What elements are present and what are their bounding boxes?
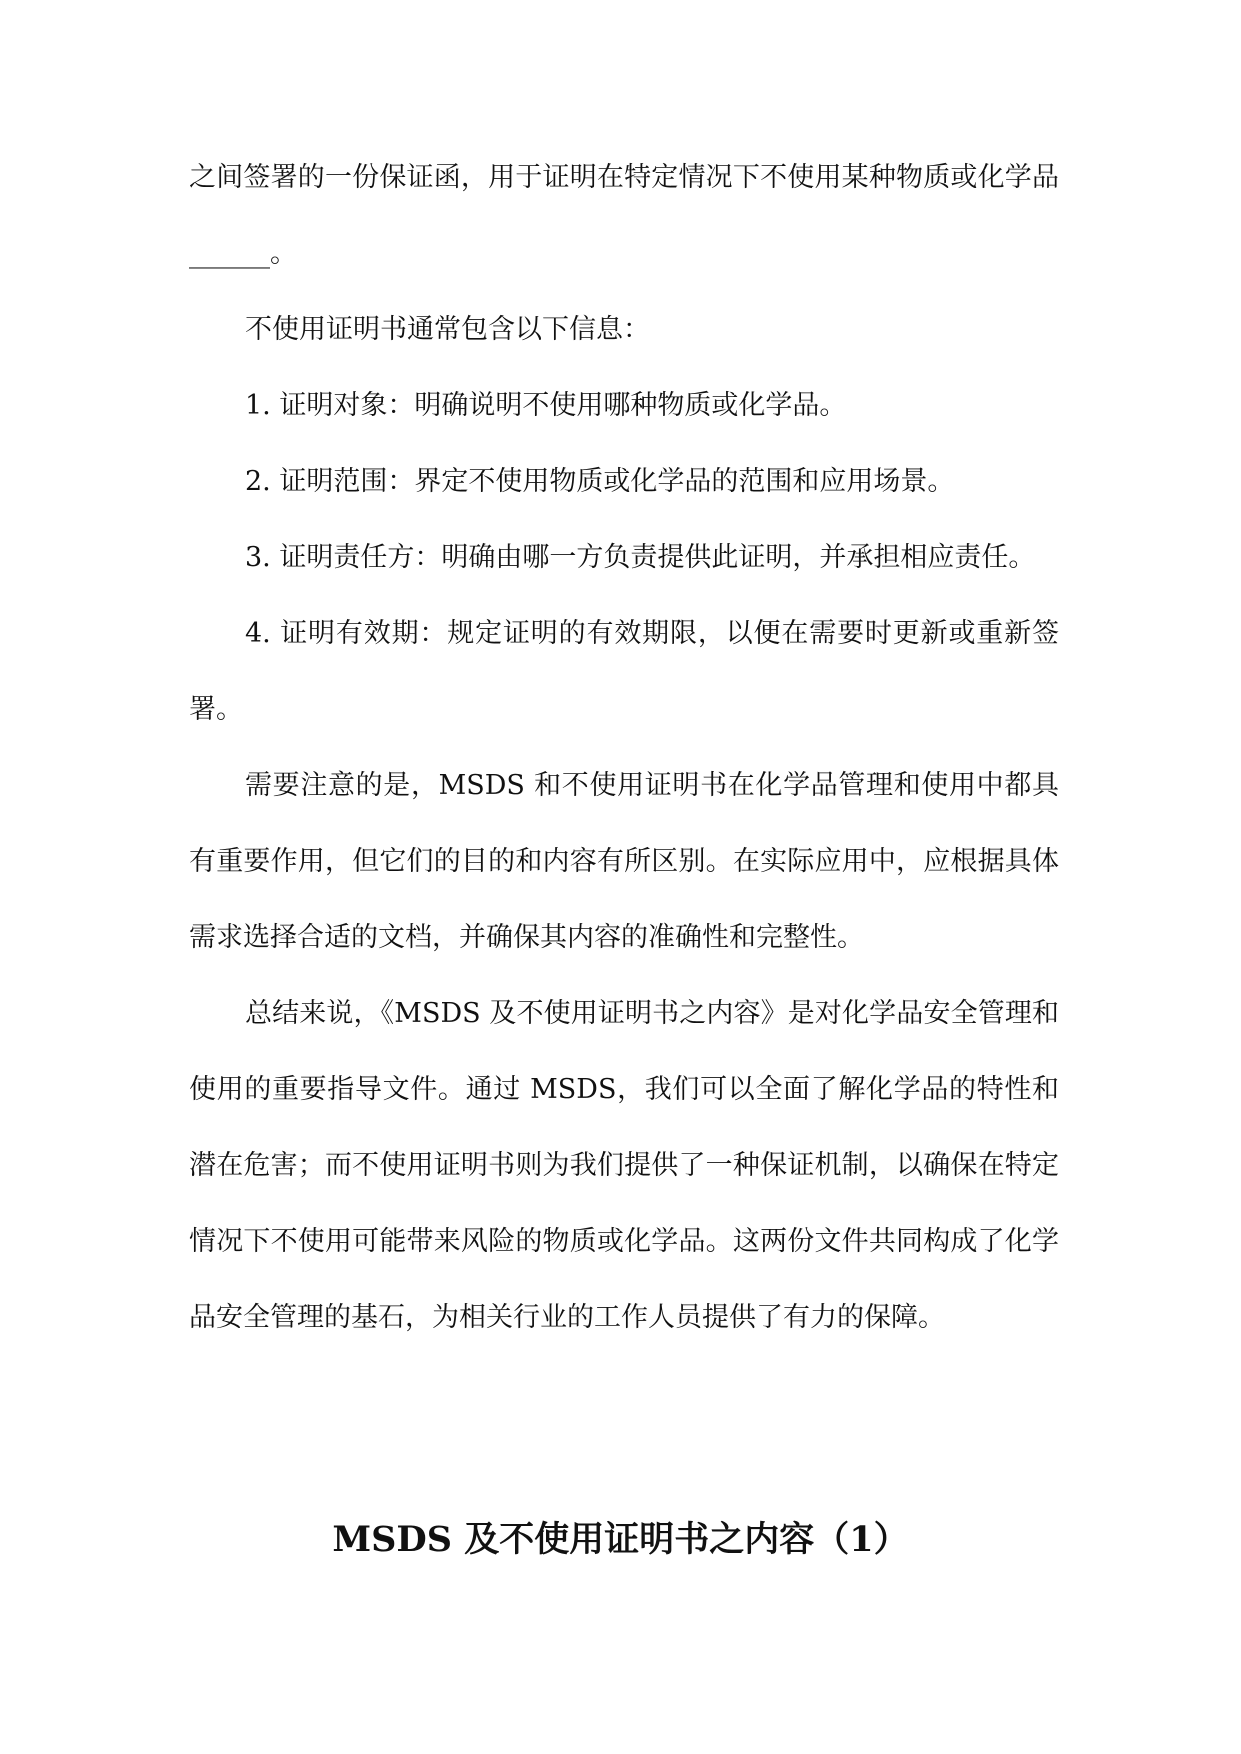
paragraph-intro-list: 不使用证明书通常包含以下信息： xyxy=(245,314,650,345)
list-item-validity: 4. 证明有效期：规定证明的有效期限，以便在需要时更新或重新签署。 xyxy=(189,618,1059,725)
list-item-responsible-party: 3. 证明责任方：明确由哪一方负责提供此证明，并承担相应责任。 xyxy=(245,542,1036,573)
paragraph-note: 需要注意的是，MSDS 和不使用证明书在化学品管理和使用中都具有重要作用，但它们的目的和内容有所区别。在实际应用中，应根据具体需求选择合适的文档，并确保其内容的准确性和完整性。 xyxy=(189,770,1059,953)
list-item-scope: 2. 证明范围：界定不使用物质或化学品的范围和应用场景。 xyxy=(245,466,955,497)
list-item-subject: 1. 证明对象：明确说明不使用哪种物质或化学品。 xyxy=(245,390,847,421)
paragraph-continuation: 之间签署的一份保证函，用于证明在特定情况下不使用某种物质或化学品______。 xyxy=(189,162,1059,269)
body-text xyxy=(189,140,1059,1356)
paragraph-summary: 总结来说，《MSDS 及不使用证明书之内容》是对化学品安全管理和使用的重要指导文件。通过 MSDS，我们可以全面了解化学品的特性和潜在危害；而不使用证明书则为我们提供了一种保证机制，以确保在特定情况下不使用可能带来风险的物质或化学品。这两份文件共同构成了化学品安全管理的基石，为相关行业的工作人员提供了有力的保障。 xyxy=(189,998,1059,1333)
section-heading: MSDS 及不使用证明书之内容（1） xyxy=(332,1519,909,1560)
